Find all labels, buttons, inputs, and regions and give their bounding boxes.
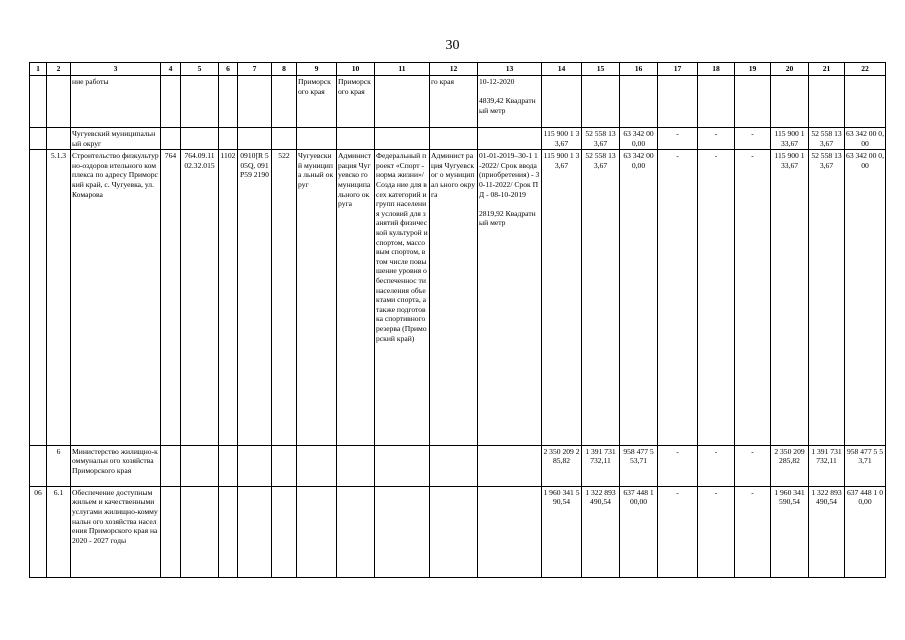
table-cell-col-10 [337,486,375,577]
table-cell-col-14: 2 350 209 285,82 [542,445,582,486]
table-cell-col-19: - [735,150,771,445]
table-cell-col-22 [845,76,886,128]
table-cell-col-1 [30,76,47,128]
table-cell-col-6 [219,128,238,150]
table-cell-col-2: 6 [47,445,71,486]
table-cell-col-1 [30,150,47,445]
table-cell-col-7: 0910[R 505Q, 091P59 2190 [238,150,272,445]
table-cell-col-5 [181,486,219,577]
table-cell-col-8: 522 [272,150,297,445]
table-cell-col-3: ние работы [71,76,161,128]
table-cell-col-21: 52 558 13 3,67 [809,128,845,150]
table-cell-col-10 [337,445,375,486]
table-cell-col-13 [478,128,542,150]
page-number: 30 [445,38,460,53]
column-header: 17 [658,63,698,76]
budget-table [29,62,886,578]
table-cell-col-21: 52 558 13 3,67 [809,150,845,445]
table-cell-col-9 [297,486,337,577]
column-header: 11 [375,63,430,76]
column-header: 20 [771,63,809,76]
table-cell-col-21 [809,76,845,128]
table-cell-col-21: 1 391 731 732,11 [809,445,845,486]
table-cell-col-8 [272,486,297,577]
table-cell-col-18: - [698,445,735,486]
table-cell-col-3: Чугуевский муниципальный округ [71,128,161,150]
column-header: 2 [47,63,71,76]
table-cell-col-13: 10-12-2020 4839,42 Квадратный метр [478,76,542,128]
column-header: 4 [161,63,181,76]
table-cell-col-20: 2 350 209 285,82 [771,445,809,486]
table-cell-col-13: 01-01-2019–30-1 1-2022/ Срок ввода (приобретения) - 30-11-2022/ Срок ПД - 08-10-2019 2819,92 Квадратный метр [478,150,542,445]
table-cell-col-8 [272,76,297,128]
table-cell-col-20 [771,76,809,128]
column-header: 15 [582,63,620,76]
column-header: 14 [542,63,582,76]
table-cell-col-22: 637 448 1 00,00 [845,486,886,577]
table-row-ministry-housing [30,445,886,486]
table-cell-col-1 [30,128,47,150]
table-cell-col-17 [658,76,698,128]
table-cell-col-9: Чугуевски й муниципа льный округ [297,150,337,445]
column-header: 21 [809,63,845,76]
table-cell-col-12 [430,445,478,486]
table-cell-col-19: - [735,445,771,486]
column-header: 18 [698,63,735,76]
table-cell-col-9: Приморск ого края [297,76,337,128]
table-cell-col-5: 764.09.11 02.32.015 [181,150,219,445]
table-cell-col-15: 1 322 893 490,54 [582,486,620,577]
table-cell-col-6: 1102 [219,150,238,445]
column-header: 3 [71,63,161,76]
table-cell-col-14 [542,76,582,128]
column-header: 7 [238,63,272,76]
table-row-chuguevsky-subtotal [30,128,886,150]
table-cell-col-7 [238,486,272,577]
table-cell-col-13 [478,445,542,486]
table-cell-col-2: 6.1 [47,486,71,577]
table-cell-col-12 [430,486,478,577]
table-cell-col-3: Обеспечение доступным жильем и качественными услугами жилищно-коммунальн ого хозяйства населения Приморского края на 2020 - 2027 годы [71,486,161,577]
table-cell-col-20: 115 900 1 33,67 [771,128,809,150]
table-cell-col-1 [30,445,47,486]
column-header: 10 [337,63,375,76]
table-cell-col-13 [478,486,542,577]
table-cell-col-6 [219,76,238,128]
column-header: 6 [219,63,238,76]
table-cell-col-11 [375,76,430,128]
table-cell-col-4 [161,486,181,577]
table-row-continuation [30,76,886,128]
table-cell-col-12: Админист рация Чугуевског о муниципал ьного округа [430,150,478,445]
table-cell-col-16 [620,76,658,128]
table-cell-col-15: 52 558 13 3,67 [582,128,620,150]
table-cell-col-10: Приморск ого края [337,76,375,128]
table-cell-col-6 [219,445,238,486]
table-cell-col-4 [161,128,181,150]
header-row [30,63,886,76]
table-cell-col-18 [698,76,735,128]
table-cell-col-20: 1 960 341 590,54 [771,486,809,577]
column-header: 1 [30,63,47,76]
table-cell-col-19: - [735,486,771,577]
table-cell-col-20: 115 900 1 33,67 [771,150,809,445]
table-cell-col-16: 63 342 00 0,00 [620,128,658,150]
table-cell-col-18: - [698,128,735,150]
table-cell-col-17: - [658,486,698,577]
table-cell-col-3: Строительство физкультурно-оздоров ительного комплекса по адресу Приморский край, с. Чугуевка, ул. Комарова [71,150,161,445]
table-cell-col-8 [272,445,297,486]
table-cell-col-18: - [698,486,735,577]
table-cell-col-21: 1 322 893 490,54 [809,486,845,577]
table-cell-col-17: - [658,445,698,486]
column-header: 13 [478,63,542,76]
table-cell-col-17: - [658,128,698,150]
table-cell-col-15 [582,76,620,128]
table-row-5-1-3 [30,150,886,445]
table-cell-col-5 [181,445,219,486]
column-header: 8 [272,63,297,76]
table-cell-col-14: 1 960 341 590,54 [542,486,582,577]
table-cell-col-6 [219,486,238,577]
table-cell-col-7 [238,128,272,150]
table-cell-col-17: - [658,150,698,445]
table-cell-col-2: 5.1.3 [47,150,71,445]
table-cell-col-2 [47,128,71,150]
table-cell-col-22: 958 477 5 53,71 [845,445,886,486]
table-cell-col-12 [430,128,478,150]
table-cell-col-11: Федеральный проект «Спорт - норма жизни»/Созда ние для всех категорий и групп населения условий для занятий физической культурой и спортом, массовым спортом, в том числе повышение уровня обеспеченнос ти населения объектами спорта, а также подготовка спортивного резерва (Приморский край) [375,150,430,445]
table-cell-col-8 [272,128,297,150]
table-cell-col-7 [238,76,272,128]
table-row-6-1 [30,486,886,577]
table-cell-col-19: - [735,128,771,150]
table-cell-col-10: Админист рация Чугуевско го муниципа льного округа [337,150,375,445]
table-cell-col-14: 115 900 1 33,67 [542,128,582,150]
table-cell-col-2 [47,76,71,128]
table-cell-col-18: - [698,150,735,445]
table-cell-col-16: 958 477 5 53,71 [620,445,658,486]
table-cell-col-11 [375,445,430,486]
table-cell-col-11 [375,128,430,150]
table-cell-col-4: 764 [161,150,181,445]
table-cell-col-10 [337,128,375,150]
table-cell-col-11 [375,486,430,577]
column-header: 9 [297,63,337,76]
table-cell-col-9 [297,445,337,486]
table-cell-col-9 [297,128,337,150]
table-cell-col-1: 06 [30,486,47,577]
table-cell-col-7 [238,445,272,486]
column-header: 12 [430,63,478,76]
table-cell-col-3: Министерство жилищно-коммунальн ого хозяйства Приморского края [71,445,161,486]
table-cell-col-5 [181,128,219,150]
table-cell-col-15: 52 558 13 3,67 [582,150,620,445]
column-header: 16 [620,63,658,76]
table-body [30,76,886,578]
column-header: 5 [181,63,219,76]
table-cell-col-14: 115 900 1 33,67 [542,150,582,445]
table-cell-col-22: 63 342 00 0,00 [845,128,886,150]
table-cell-col-15: 1 391 731 732,11 [582,445,620,486]
column-header: 22 [845,63,886,76]
table-cell-col-4 [161,76,181,128]
table-cell-col-16: 637 448 1 00,00 [620,486,658,577]
table-cell-col-16: 63 342 00 0,00 [620,150,658,445]
table-cell-col-22: 63 342 00 0,00 [845,150,886,445]
table-cell-col-5 [181,76,219,128]
table-cell-col-19 [735,76,771,128]
table-cell-col-12: го края [430,76,478,128]
column-header: 19 [735,63,771,76]
table-cell-col-4 [161,445,181,486]
